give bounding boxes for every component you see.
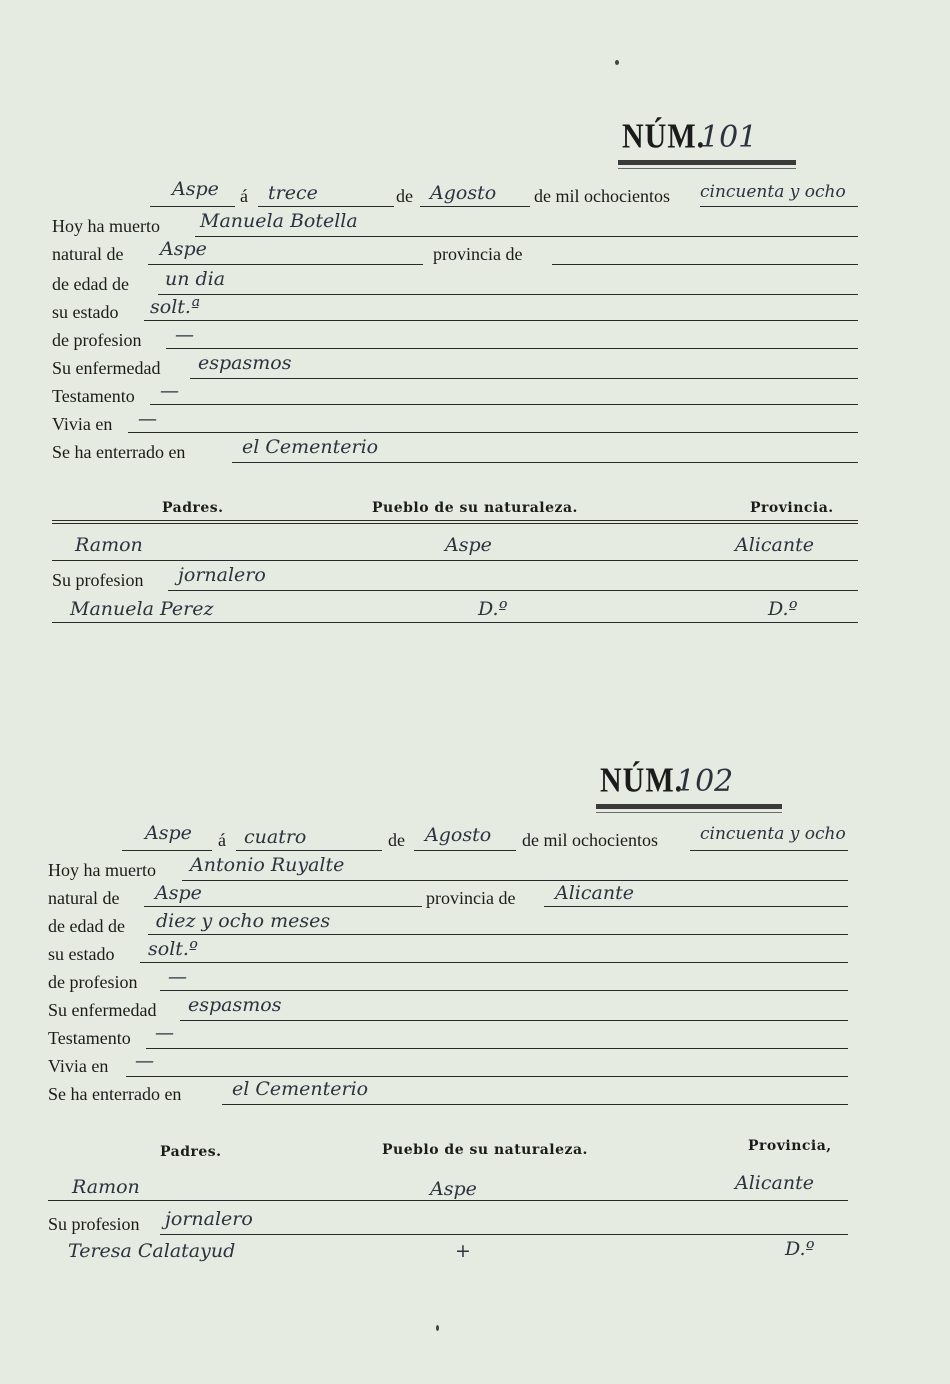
natural-line — [148, 264, 423, 265]
enterrado-line — [232, 462, 858, 463]
father-name: Ramon — [72, 1176, 140, 1198]
place-value: Aspe — [145, 822, 192, 844]
col-provincia: Provincia, — [748, 1138, 832, 1154]
edad-line — [158, 294, 858, 295]
entry-number-value: 101 — [700, 120, 758, 155]
died-label: Hoy ha muerto — [48, 860, 156, 880]
edad-line — [148, 934, 848, 935]
father-pueblo: Aspe — [430, 1178, 477, 1200]
estado-label: su estado — [52, 302, 119, 322]
enterrado-value: el Cementerio — [232, 1078, 369, 1100]
a-label: á — [240, 186, 248, 206]
su-profesion-label: Su profesion — [52, 570, 144, 590]
died-line — [182, 880, 848, 881]
enfermedad-label: Su enfermedad — [48, 1000, 157, 1020]
entry-number-label: NÚM. — [622, 117, 706, 156]
father-pueblo: Aspe — [445, 534, 492, 556]
ink-speck — [615, 60, 619, 65]
su-profesion-label: Su profesion — [48, 1214, 140, 1234]
mother-pueblo: + — [455, 1240, 471, 1262]
estado-line — [140, 962, 848, 963]
estado-label: su estado — [48, 944, 115, 964]
a-label: á — [218, 830, 226, 850]
estado-line — [144, 320, 858, 321]
father-name: Ramon — [75, 534, 143, 556]
enterrado-line — [222, 1104, 848, 1105]
year-prefix: de mil ochocientos — [522, 830, 658, 850]
died-value: Manuela Botella — [200, 210, 358, 232]
table-header-rule — [52, 520, 858, 521]
place-line — [150, 206, 235, 207]
profesion-line — [160, 990, 848, 991]
su-profesion-line — [168, 590, 858, 591]
day-line — [236, 850, 382, 851]
number-rule — [618, 160, 796, 165]
mother-name: Teresa Calatayud — [68, 1240, 236, 1262]
enfermedad-line — [190, 378, 858, 379]
col-provincia: Provincia. — [750, 500, 834, 516]
profesion-line — [166, 348, 858, 349]
testamento-label: Testamento — [48, 1028, 131, 1048]
mother-pueblo: D.º — [478, 598, 508, 620]
mother-name: Manuela Perez — [70, 598, 214, 620]
edad-label: de edad de — [48, 916, 125, 936]
col-pueblo: Pueblo de su naturaleza. — [382, 1142, 588, 1158]
edad-value: un dia — [165, 268, 226, 290]
ink-speck — [436, 1325, 439, 1331]
year-line — [700, 206, 858, 207]
died-line — [195, 236, 858, 237]
entry-number-value: 102 — [676, 764, 734, 799]
enterrado-label: Se ha enterrado en — [48, 1084, 182, 1104]
vivia-value: — — [135, 1050, 154, 1072]
su-profesion-value: jornalero — [178, 564, 266, 586]
vivia-label: Vivia en — [52, 414, 113, 434]
father-line — [52, 560, 858, 561]
testamento-value: — — [160, 380, 179, 402]
provincia-value: Alicante — [555, 882, 634, 904]
father-line — [48, 1200, 848, 1201]
month-line — [414, 850, 516, 851]
day-line — [258, 206, 394, 207]
testamento-label: Testamento — [52, 386, 135, 406]
natural-value: Aspe — [155, 882, 202, 904]
month-line — [420, 206, 530, 207]
mother-provincia: D.º — [785, 1238, 815, 1260]
number-rule — [596, 804, 782, 809]
vivia-line — [126, 1076, 848, 1077]
died-label: Hoy ha muerto — [52, 216, 160, 236]
natural-value: Aspe — [160, 238, 207, 260]
provincia-label: provincia de — [433, 244, 523, 264]
col-padres: Padres. — [162, 500, 224, 516]
enfermedad-line — [180, 1020, 848, 1021]
month-value: Agosto — [430, 182, 497, 204]
year-prefix: de mil ochocientos — [534, 186, 670, 206]
edad-label: de edad de — [52, 274, 129, 294]
testamento-value: — — [155, 1022, 174, 1044]
testamento-line — [146, 1048, 848, 1049]
vivia-line — [128, 432, 858, 433]
su-profesion-line — [160, 1234, 848, 1235]
natural-label: natural de — [48, 888, 120, 908]
de-label: de — [396, 186, 413, 206]
provincia-label: provincia de — [426, 888, 516, 908]
estado-value: solt.º — [148, 938, 198, 960]
entry-number-label: NÚM. — [600, 761, 684, 800]
vivia-label: Vivia en — [48, 1056, 109, 1076]
enfermedad-label: Su enfermedad — [52, 358, 161, 378]
profesion-value: — — [168, 966, 187, 988]
profesion-label: de profesion — [52, 330, 142, 350]
father-provincia: Alicante — [735, 1172, 814, 1194]
place-line — [122, 850, 212, 851]
mother-provincia: D.º — [768, 598, 798, 620]
place-value: Aspe — [172, 178, 219, 200]
mother-line — [52, 622, 858, 623]
enfermedad-value: espasmos — [198, 352, 292, 374]
testamento-line — [150, 404, 858, 405]
year-line — [690, 850, 848, 851]
enfermedad-value: espasmos — [188, 994, 282, 1016]
died-value: Antonio Ruyalte — [190, 854, 345, 876]
year-hand: cincuenta y ocho — [700, 824, 846, 844]
enterrado-value: el Cementerio — [242, 436, 379, 458]
provincia-line — [544, 906, 848, 907]
estado-value: solt.ª — [150, 296, 200, 318]
col-padres: Padres. — [160, 1144, 222, 1160]
edad-value: diez y ocho meses — [156, 910, 331, 932]
profesion-value: — — [175, 324, 194, 346]
month-value: Agosto — [425, 824, 492, 846]
day-value: cuatro — [244, 826, 307, 848]
de-label: de — [388, 830, 405, 850]
day-value: trece — [268, 182, 318, 204]
natural-label: natural de — [52, 244, 124, 264]
col-pueblo: Pueblo de su naturaleza. — [372, 500, 578, 516]
enterrado-label: Se ha enterrado en — [52, 442, 186, 462]
natural-line — [144, 906, 422, 907]
provincia-line — [552, 264, 858, 265]
vivia-value: — — [138, 408, 157, 430]
profesion-label: de profesion — [48, 972, 138, 992]
year-hand: cincuenta y ocho — [700, 182, 846, 202]
father-provincia: Alicante — [735, 534, 814, 556]
su-profesion-value: jornalero — [165, 1208, 253, 1230]
